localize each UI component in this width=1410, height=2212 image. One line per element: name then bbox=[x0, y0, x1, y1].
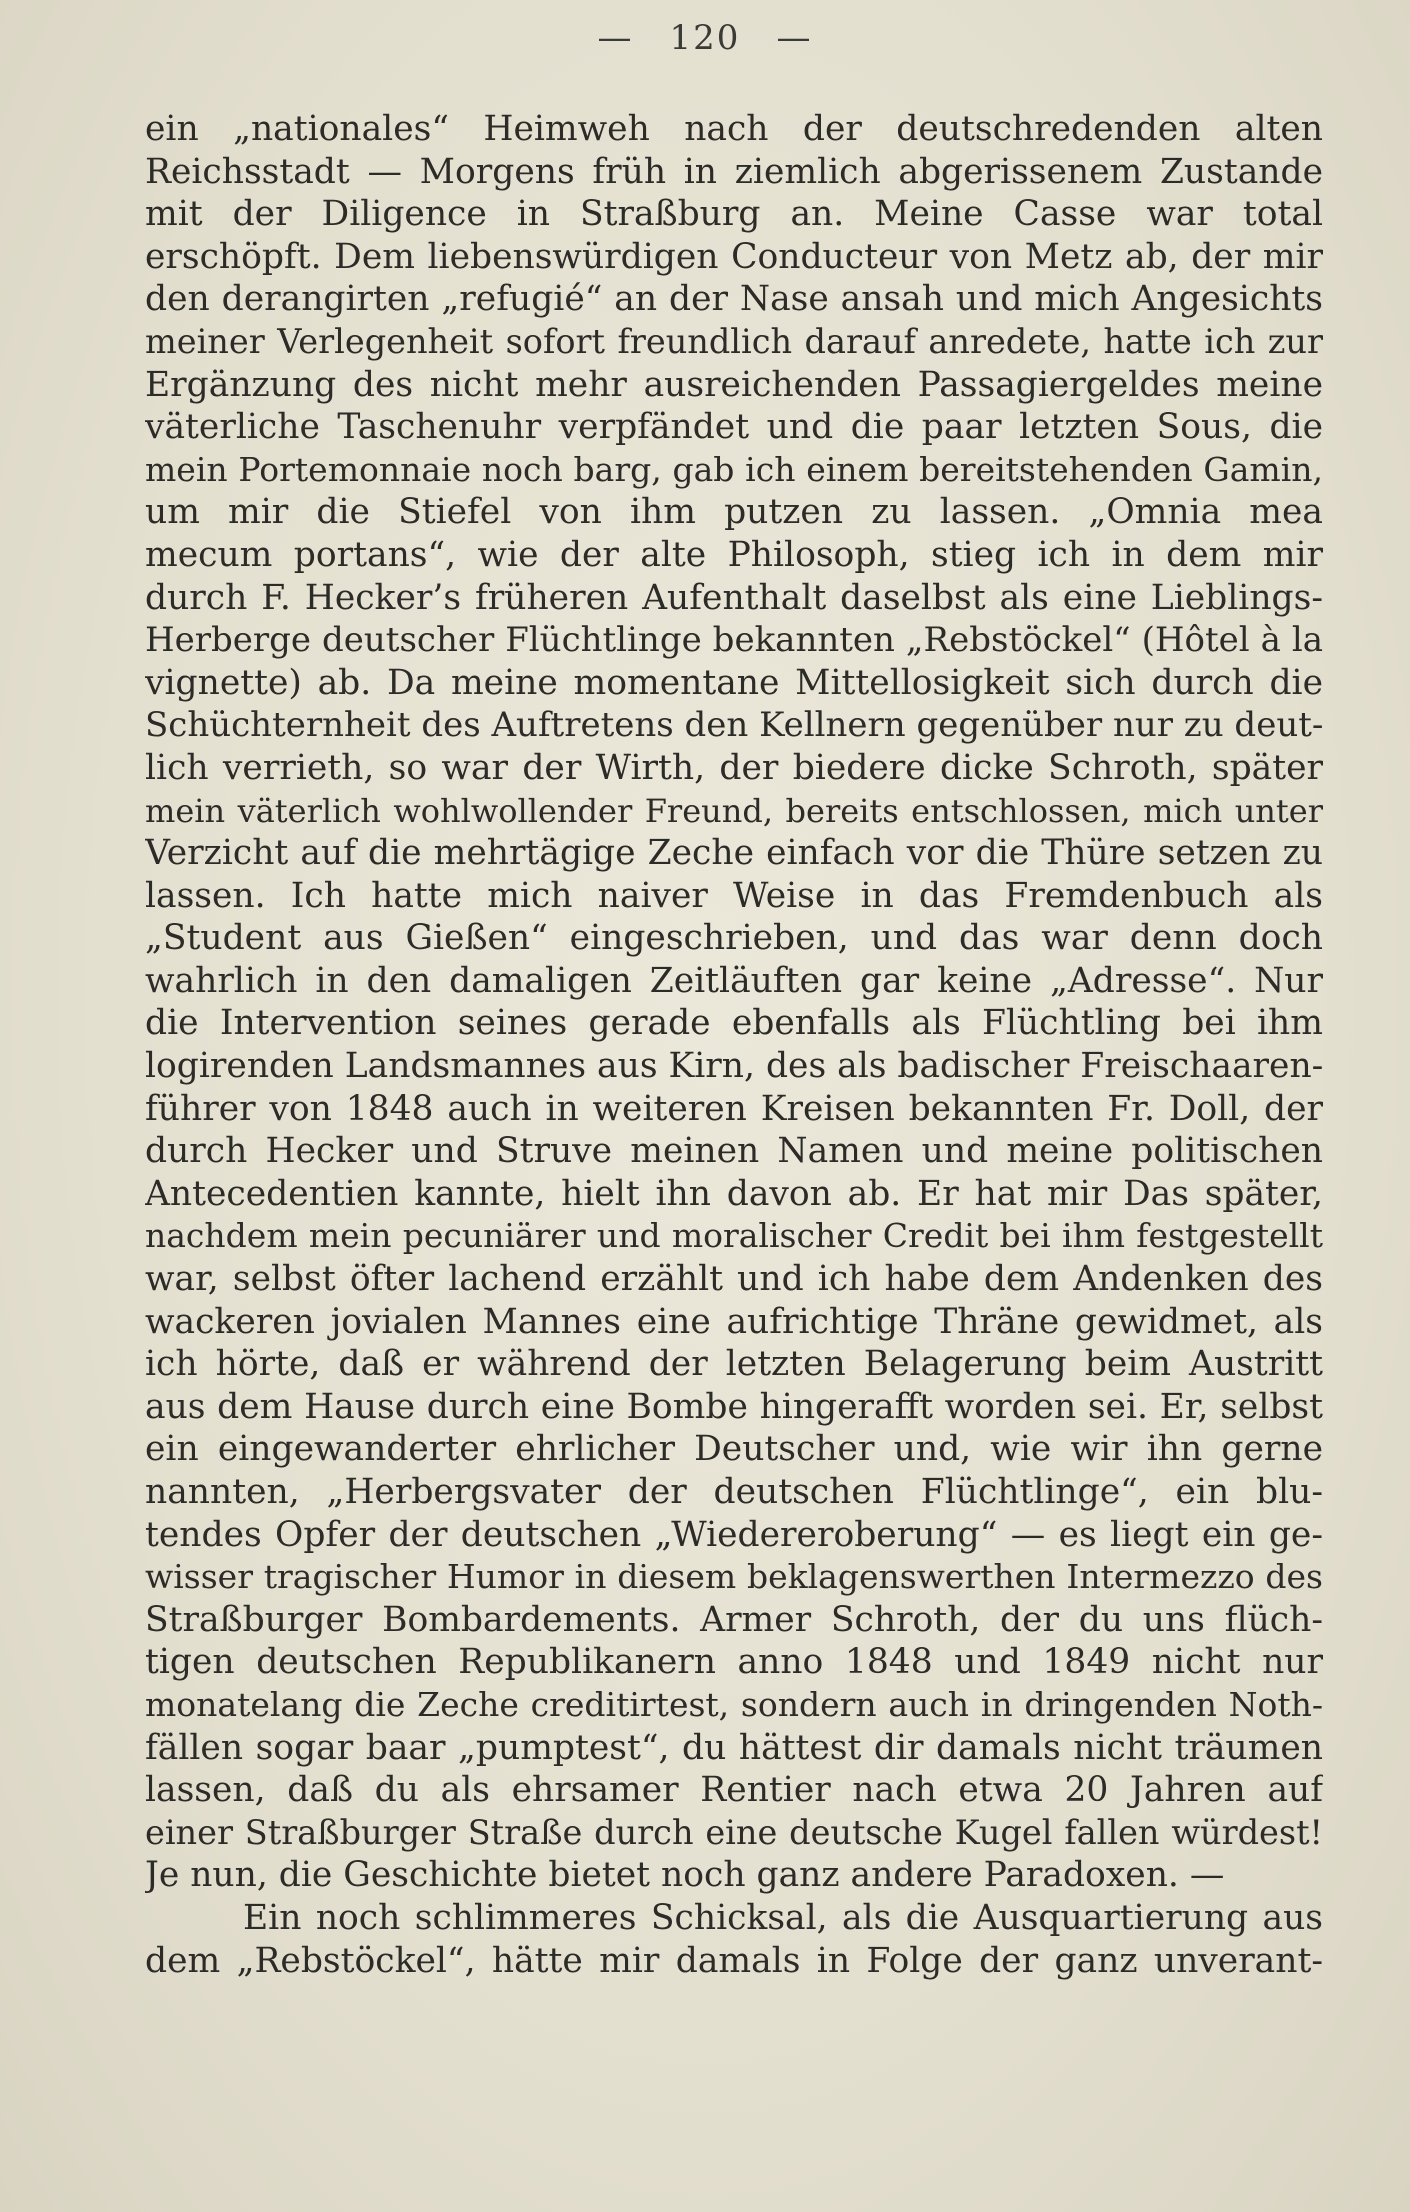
text-line: mecum portans“, wie der alte Philosoph, stieg ich in dem mir bbox=[145, 534, 1323, 575]
text-line: die Intervention seines gerade ebenfalls als Flüchtling bei ihm bbox=[145, 1003, 1323, 1044]
text-line: ich hörte, daß er während der letzten Belagerung beim Austritt bbox=[145, 1344, 1323, 1385]
text-line: mit der Diligence in Straßburg an. Meine Casse war total bbox=[145, 194, 1323, 235]
text-line: Antecedentien kannte, hielt ihn davon ab. Er hat mir Das später, bbox=[145, 1173, 1323, 1214]
text-line: aus dem Hause durch eine Bombe hingerafft worden sei. Er, selbst bbox=[145, 1386, 1323, 1427]
text-line: Schüchternheit des Auftretens den Kellnern gegenüber nur zu deut- bbox=[145, 705, 1323, 746]
text-line: Herberge deutscher Flüchtlinge bekannten „Rebstöckel“ (Hôtel à la bbox=[145, 620, 1323, 661]
text-line: lich verrieth, so war der Wirth, der biedere dicke Schroth, später bbox=[145, 747, 1323, 788]
text-line: führer von 1848 auch in weiteren Kreisen bekannten Fr. Doll, der bbox=[145, 1088, 1323, 1129]
text-line: durch F. Hecker’s früheren Aufenthalt daselbst als eine Lieblings- bbox=[145, 577, 1323, 618]
body-text bbox=[145, 108, 1323, 1982]
text-line: mein väterlich wohlwollender Freund, bereits entschlossen, mich unter bbox=[145, 791, 1323, 830]
text-line: monatelang die Zeche creditirtest, sondern auch in dringenden Noth- bbox=[145, 1684, 1323, 1724]
text-line: meiner Verlegenheit sofort freundlich darauf anredete, hatte ich zur bbox=[145, 321, 1323, 361]
text-line-paragraph-start: Ein noch schlimmeres Schicksal, als die Ausquartierung aus bbox=[243, 1897, 1323, 1938]
text-line: wisser tragischer Humor in diesem beklagenswerthen Intermezzo des bbox=[145, 1557, 1323, 1597]
text-line: tendes Opfer der deutschen „Wiedereroberung“ — es liegt ein ge- bbox=[145, 1514, 1323, 1555]
text-line: ein „nationales“ Heimweh nach der deutschredenden alten bbox=[145, 109, 1323, 149]
text-line: väterliche Taschenuhr verpfändet und die paar letzten Sous, die bbox=[145, 407, 1323, 448]
page-number: 120 bbox=[669, 18, 741, 58]
text-line: tigen deutschen Republikanern anno 1848 und 1849 nicht nur bbox=[145, 1642, 1323, 1683]
text-line: „Student aus Gießen“ eingeschrieben, und das war denn doch bbox=[145, 918, 1323, 959]
text-line: fällen sogar baar „pumptest“, du hättest dir damals nicht träumen bbox=[145, 1727, 1323, 1768]
text-line: nachdem mein pecuniärer und moralischer Credit bei ihm festgestellt bbox=[145, 1216, 1323, 1256]
text-line: Reichsstadt — Morgens früh in ziemlich abgerissenem Zustande bbox=[145, 151, 1323, 192]
text-line: einer Straßburger Straße durch eine deutsche Kugel fallen würdest! bbox=[145, 1812, 1323, 1852]
text-line: Verzicht auf die mehrtägige Zeche einfach vor die Thüre setzen zu bbox=[145, 833, 1323, 874]
text-line: den derangirten „refugié“ an der Nase ansah und mich Angesichts bbox=[145, 279, 1323, 320]
text-line: dem „Rebstöckel“, hätte mir damals in Folge der ganz unverant- bbox=[145, 1940, 1323, 1981]
text-line: lassen. Ich hatte mich naiver Weise in das Fremdenbuch als bbox=[145, 875, 1323, 916]
text-line: um mir die Stiefel von ihm putzen zu lassen. „Omnia mea bbox=[145, 492, 1323, 533]
header-dash-right: — bbox=[776, 18, 813, 58]
text-line: Je nun, die Geschichte bietet noch ganz andere Paradoxen. — bbox=[145, 1855, 1225, 1896]
text-line: wackeren jovialen Mannes eine aufrichtige Thräne gewidmet, als bbox=[145, 1301, 1323, 1342]
text-line: wahrlich in den damaligen Zeitläuften gar keine „Adresse“. Nur bbox=[145, 960, 1323, 1001]
text-line: logirenden Landsmannes aus Kirn, des als badischer Freischaaren- bbox=[145, 1046, 1323, 1087]
page-header bbox=[0, 18, 1410, 58]
text-line: durch Hecker und Struve meinen Namen und meine politischen bbox=[145, 1131, 1323, 1172]
text-line: vignette) ab. Da meine momentane Mittellosigkeit sich durch die bbox=[145, 662, 1323, 703]
text-line: Ergänzung des nicht mehr ausreichenden Passagiergeldes meine bbox=[145, 364, 1323, 405]
text-line: ein eingewanderter ehrlicher Deutscher und, wie wir ihn gerne bbox=[145, 1429, 1323, 1470]
text-line: Straßburger Bombardements. Armer Schroth, der du uns flüch- bbox=[145, 1599, 1323, 1640]
text-line: lassen, daß du als ehrsamer Rentier nach etwa 20 Jahren auf bbox=[145, 1770, 1323, 1811]
text-line: war, selbst öfter lachend erzählt und ich habe dem Andenken des bbox=[145, 1259, 1323, 1300]
text-line: erschöpft. Dem liebenswürdigen Conducteur von Metz ab, der mir bbox=[145, 236, 1323, 277]
header-dash-left: — bbox=[597, 18, 634, 58]
text-line: nannten, „Herbergsvater der deutschen Flüchtlinge“, ein blu- bbox=[145, 1472, 1323, 1512]
text-line: mein Portemonnaie noch barg, gab ich einem bereitstehenden Gamin, bbox=[145, 449, 1323, 489]
